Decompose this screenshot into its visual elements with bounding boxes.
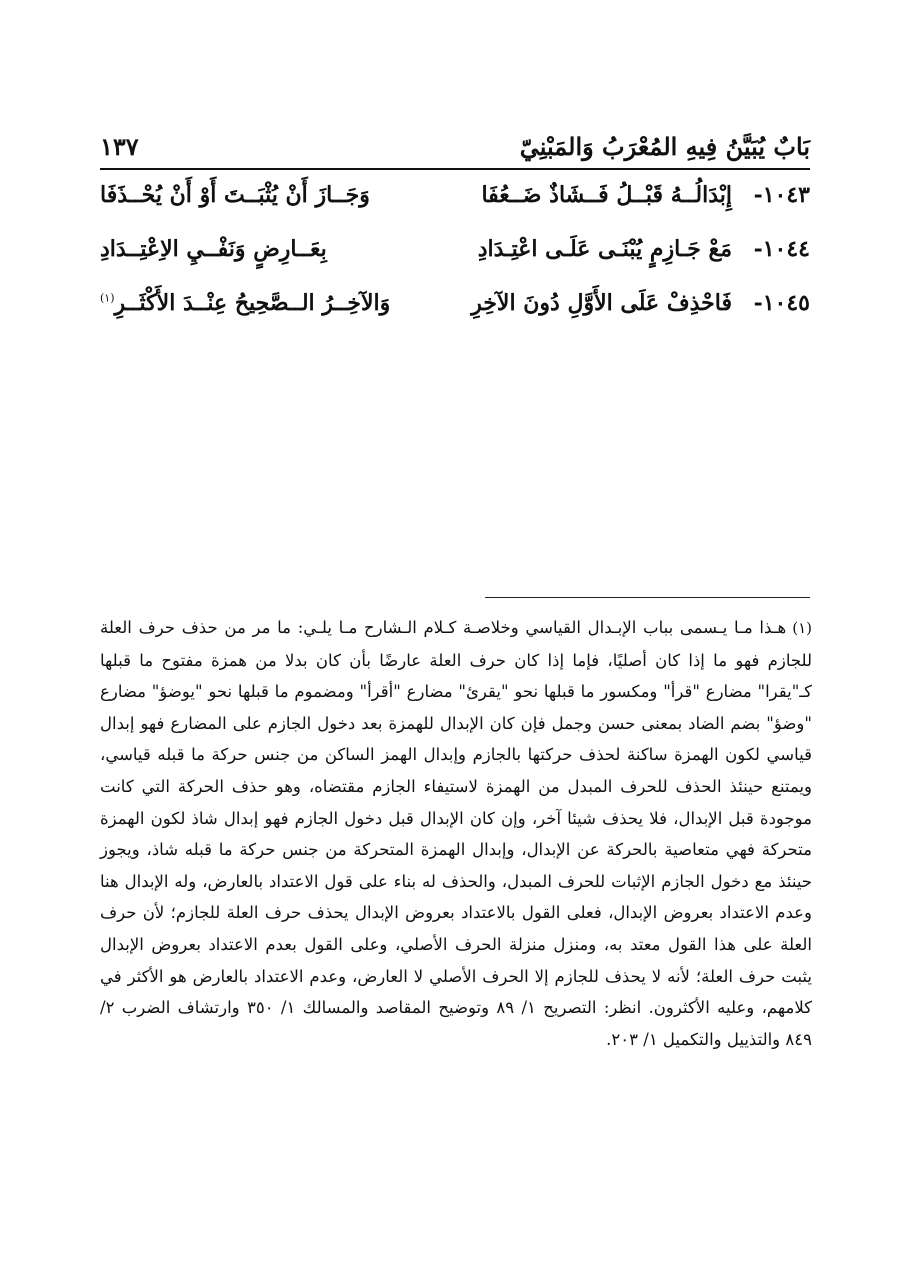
verse-block xyxy=(100,172,810,334)
running-header xyxy=(100,132,810,166)
footnote-text: هـذا مـا يـسمى بباب الإبـدال القياسي وخلاصـة كـلام الـشارح مـا يلـي: ما مر من حذف حرف العلة للجازم فهو ما إذا كان أصليًا، فإما إذا كان حرف العلة عارضًا بأن كان بدلا من همزة مفتوح ما قبلها كـ"يقرا" مضارع "قرأ" ومكسور ما قبلها نحو "يقرئ" مضارع "أقرأ" ومضموم ما قبلها نحو "يوضؤ" مضارع "وضؤ" بضم الضاد بمعنى حسن وجمل فإن كان الإبدال للهمزة بعد دخول الجازم على المضارع فهو إبدال قياسي لكون الهمزة ساكنة لحذف حركتها بالجازم وإبدال الهمز الساكن من جنس حركة ما قبله قياسي، ويمتنع حينئذ الحذف للحرف المبدل من الهمزة لاستيفاء الجازم مقتضاه، وهو حذف الحركة التي كانت موجودة قبل الإبدال، فلا يحذف شيئا آخر، وإن كان الإبدال قبل دخول الجازم فهو إبدال شاذ لكون الهمزة متحركة فهي متعاصية بالحركة عن الإبدال، وإبدال الهمزة المتحركة من جنس حركة ما قبله شاذ، ويجوز حينئذ مع دخول الجازم الإثبات للحرف المبدل، والحذف له بناء على قول الاعتداد بالعارض، وله الإبدال هنا وعدم الاعتداد بعروض الإبدال، فعلى القول بالاعتداد بعروض الإبدال يحذف حرف العلة للجازم؛ لأن حرف العلة على هذا القول معتد به، ومنزل منزلة الحرف الأصلي، وعلى القول بعدم الاعتداد بعروض الإبدال يثبت حرف العلة؛ لأنه لا يحذف للجازم إلا الحرف الأصلي لا العارض، وعدم الاعتداد بالعارض هو الأكثر في كلامهم، وعليه الأكثرون. انظر: التصريح ١/ ٨٩ وتوضيح المقاصد والمسالك ١/ ٣٥٠ وارتشاف الضرب ٢/ ٨٤٩ والتذييل والتكميل ١/ ٢٠٣. xyxy=(100,618,813,1049)
verse-second-hemistich xyxy=(100,290,390,316)
verse-first-hemistich: فَاحْذِفْ عَلَى الأَوَّلِ دُونَ الآخِرِ xyxy=(471,290,732,316)
footnote-number: (١) xyxy=(792,619,812,637)
header-rule xyxy=(100,168,810,170)
verse-number: ١٠٤٤- xyxy=(753,236,810,262)
chapter-title: بَابٌ يُبَيَّنُ فِيهِ المُعْرَبُ وَالمَبْنِيّ xyxy=(519,132,810,161)
verse-second-hemistich: بِعَــارِضٍ وَنَفْــيِ الاِعْتِــدَادِ xyxy=(100,236,327,262)
verse-second-hemistich: وَجَــازَ أَنْ يُثْبَــتَ أَوْ أَنْ يُحْــذَفَا xyxy=(100,182,370,208)
verse-line xyxy=(100,172,810,226)
verse-line xyxy=(100,226,810,280)
footnote-separator xyxy=(485,597,810,598)
verse-text: وَالآخِــرُ الــصَّحِيحُ عِنْــدَ الأَكْثَــرِ xyxy=(114,290,391,316)
verse-line xyxy=(100,280,810,334)
page-number: ١٣٧ xyxy=(100,132,139,161)
footnote xyxy=(100,612,812,1055)
verse-first-hemistich: مَعْ جَـازِمٍ يُبْنَـى عَلَـى اعْتِـدَادِ xyxy=(477,236,732,262)
verse-number: ١٠٤٥- xyxy=(753,290,810,316)
verse-first-hemistich: إِبْدَالُــهُ قَبْــلُ فَــشَاذٌ ضَــعُفَا xyxy=(481,182,732,208)
footnote-reference: (١) xyxy=(100,291,115,305)
verse-number: ١٠٤٣- xyxy=(753,182,810,208)
